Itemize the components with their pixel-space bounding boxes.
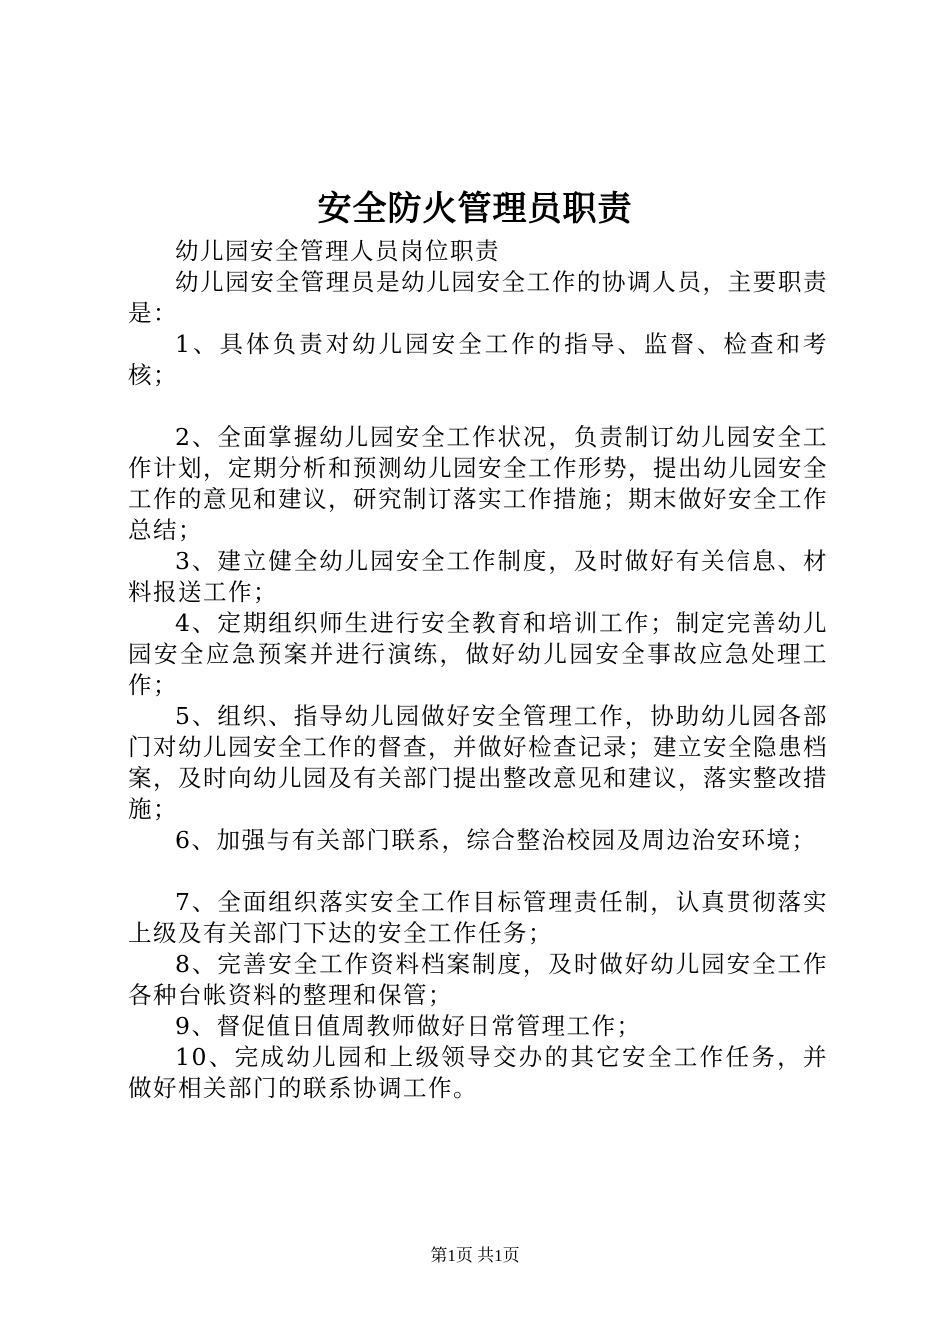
duty-item-1: 1、具体负责对幼儿园安全工作的指导、监督、检查和考核； [128, 330, 828, 389]
duty-item-6: 6、加强与有关部门联系，综合整治校园及周边治安环境； [175, 826, 817, 854]
document-body [128, 236, 828, 1104]
document-title: 安全防火管理员职责 [317, 189, 633, 229]
document-subtitle: 幼儿园安全管理人员岗位职责 [175, 237, 500, 265]
duty-item-5: 5、组织、指导幼儿园做好安全管理工作，协助幼儿园各部门对幼儿园安全工作的督查，并做好检查记录；建立安全隐患档案，及时向幼儿园及有关部门提出整改意见和建议，落实整改措施； [128, 702, 828, 823]
duty-item-10: 10、完成幼儿园和上级领导交办的其它安全工作任务，并做好相关部门的联系协调工作。 [128, 1043, 828, 1102]
duty-item-8: 8、完善安全工作资料档案制度，及时做好幼儿园安全工作各种台帐资料的整理和保管； [128, 950, 828, 1009]
duty-item-9: 9、督促值日值周教师做好日常管理工作； [175, 1012, 642, 1040]
duty-item-4: 4、定期组织师生进行安全教育和培训工作；制定完善幼儿园安全应急预案并进行演练，做好幼儿园安全事故应急处理工作； [128, 609, 828, 699]
duty-item-2: 2、全面掌握幼儿园安全工作状况，负责制订幼儿园安全工作计划，定期分析和预测幼儿园安全工作形势，提出幼儿园安全工作的意见和建议，研究制订落实工作措施；期末做好安全工作总结； [128, 423, 828, 544]
duty-item-7: 7、全面组织落实安全工作目标管理责任制，认真贯彻落实上级及有关部门下达的安全工作任务； [128, 888, 828, 947]
duty-item-3: 3、建立健全幼儿园安全工作制度，及时做好有关信息、材料报送工作； [128, 547, 828, 606]
page-number-footer: 第1页 共1页 [430, 1246, 520, 1265]
intro-paragraph: 幼儿园安全管理员是幼儿园安全工作的协调人员，主要职责是： [128, 268, 828, 327]
